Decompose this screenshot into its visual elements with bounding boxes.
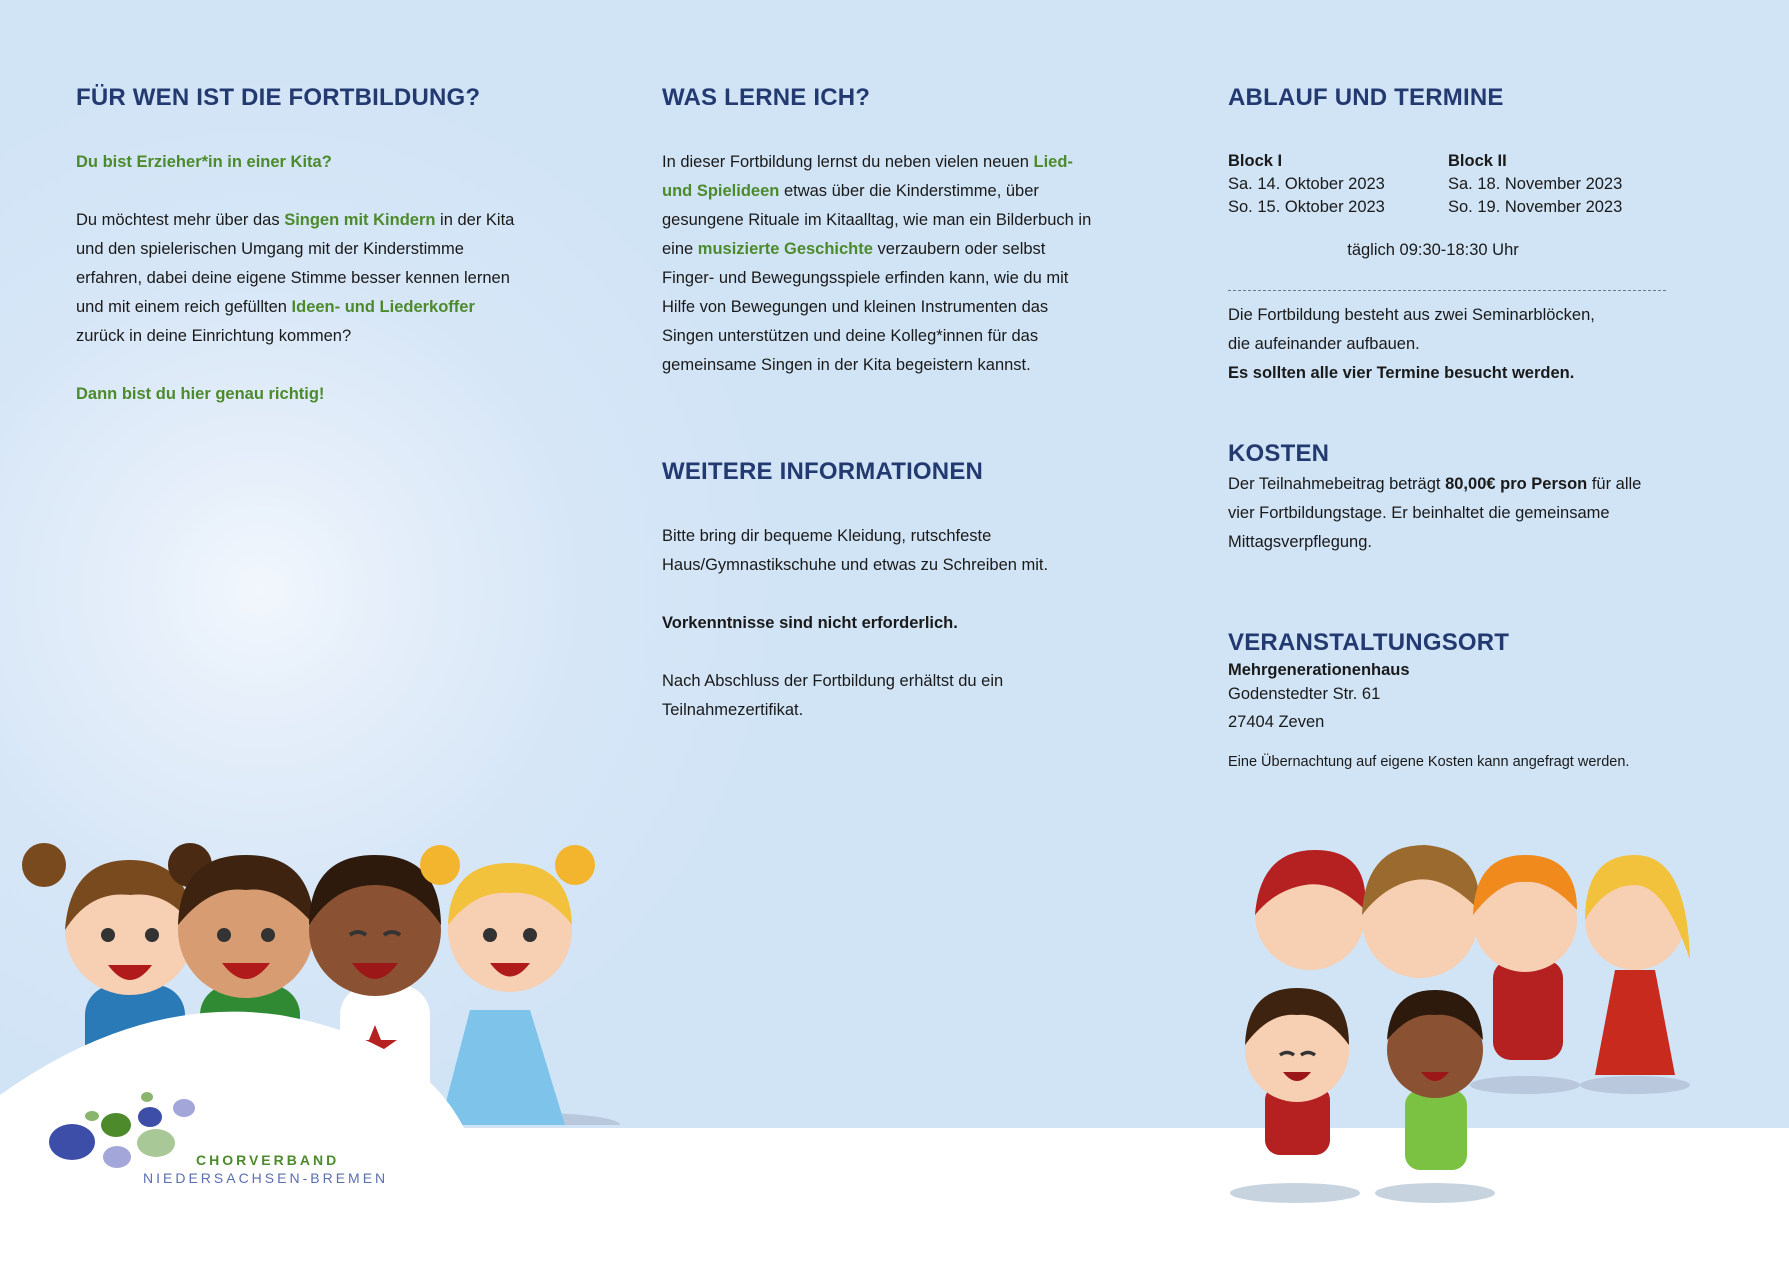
dashed-divider bbox=[1228, 290, 1666, 291]
block-1-date-1: Sa. 14. Oktober 2023 bbox=[1228, 175, 1385, 193]
block-1-label: Block I bbox=[1228, 152, 1283, 170]
logo-line-1: CHORVERBAND bbox=[196, 1152, 340, 1168]
costs-amount: 80,00€ pro Person bbox=[1445, 475, 1588, 493]
heading-more-info: WEITERE INFORMATIONEN bbox=[662, 458, 984, 485]
column-learning bbox=[662, 84, 1102, 725]
block-1 bbox=[1228, 150, 1448, 219]
intro-question: Du bist Erzieher*in in einer Kita? bbox=[76, 153, 332, 171]
venue-note: Eine Übernachtung auf eigene Kosten kann angefragt werden. bbox=[1228, 754, 1630, 770]
text-fragment: Du möchtest mehr über das bbox=[76, 211, 285, 229]
block-2-label: Block II bbox=[1448, 152, 1507, 170]
heading-learning: WAS LERNE ICH? bbox=[662, 84, 871, 111]
venue-city: 27404 Zeven bbox=[1228, 713, 1325, 731]
text-fragment: zurück in deine Einrichtung kommen? bbox=[76, 327, 352, 345]
heading-schedule: ABLAUF UND TERMINE bbox=[1228, 84, 1504, 111]
heading-target-group: FÜR WEN IST DIE FORTBILDUNG? bbox=[76, 84, 481, 111]
text-fragment: für alle vier Fortbildungstage. Er beinhaltet die gemeinsame Mittagsverpflegung. bbox=[1228, 475, 1642, 551]
costs-description bbox=[1228, 470, 1668, 557]
venue-name: Mehrgenerationenhaus bbox=[1228, 661, 1410, 679]
highlight-singing: Singen mit Kindern bbox=[284, 211, 436, 229]
children-illustration-right bbox=[1225, 840, 1705, 1205]
text-fragment: In dieser Fortbildung lernst du neben vielen neuen bbox=[662, 153, 1034, 171]
target-description bbox=[76, 206, 526, 351]
daily-time: täglich 09:30-18:30 Uhr bbox=[1347, 241, 1519, 259]
logo-line-2: NIEDERSACHSEN-BREMEN bbox=[143, 1170, 389, 1186]
column-target-group bbox=[76, 84, 526, 409]
schedule-desc-3: Es sollten alle vier Termine besucht werden. bbox=[1228, 364, 1575, 382]
venue-street: Godenstedter Str. 61 bbox=[1228, 685, 1381, 703]
highlight-story: musizierte Geschichte bbox=[697, 240, 873, 258]
info-certificate: Nach Abschluss der Fortbildung erhältst du ein Teilnahmezertifikat. bbox=[662, 672, 1004, 719]
highlight-song-ideas: Lied- und Spielideen bbox=[662, 153, 1073, 200]
logo-hill bbox=[0, 995, 470, 1275]
block-2-date-1: Sa. 18. November 2023 bbox=[1448, 175, 1623, 193]
heading-costs: KOSTEN bbox=[1228, 440, 1330, 467]
text-fragment: verzaubern oder selbst Finger- und Bewegungsspiele erfinden kann, wie du mit Hilfe von Bewegungen und kleinen Instrumenten das Singen unterstützen und deine Kolleg*innen für das gemeinsame Singen in der Kita begeistern kannst. bbox=[662, 240, 1069, 374]
schedule-desc-2: die aufeinander aufbauen. bbox=[1228, 335, 1420, 353]
block-1-date-2: So. 15. Oktober 2023 bbox=[1228, 198, 1385, 216]
heading-venue: VERANSTALTUNGSORT bbox=[1228, 629, 1510, 656]
text-fragment: in der Kita und den spielerischen Umgang mit der Kinderstimme erfahren, dabei deine eigene Stimme besser kennen lernen und mit einem reich gefüllten bbox=[76, 211, 515, 316]
text-fragment: Der Teilnahmebeitrag beträgt bbox=[1228, 475, 1446, 493]
column-schedule bbox=[1228, 84, 1668, 773]
schedule-desc-1: Die Fortbildung besteht aus zwei Seminarblöcken, bbox=[1228, 306, 1595, 324]
learning-description bbox=[662, 148, 1102, 380]
info-requirements: Vorkenntnisse sind nicht erforderlich. bbox=[662, 614, 958, 632]
block-2-date-2: So. 19. November 2023 bbox=[1448, 198, 1623, 216]
text-fragment: etwas über die Kinderstimme, über gesungene Rituale im Kitaalltag, wie man ein Bilderbuch in eine bbox=[662, 182, 1092, 258]
highlight-ideas: Ideen- und Liederkoffer bbox=[291, 298, 475, 316]
info-clothing: Bitte bring dir bequeme Kleidung, rutschfeste Haus/Gymnastikschuhe und etwas zu Schreiben mit. bbox=[662, 527, 1049, 574]
closing-line: Dann bist du hier genau richtig! bbox=[76, 385, 325, 403]
schedule-blocks bbox=[1228, 150, 1668, 219]
block-2 bbox=[1448, 150, 1668, 219]
